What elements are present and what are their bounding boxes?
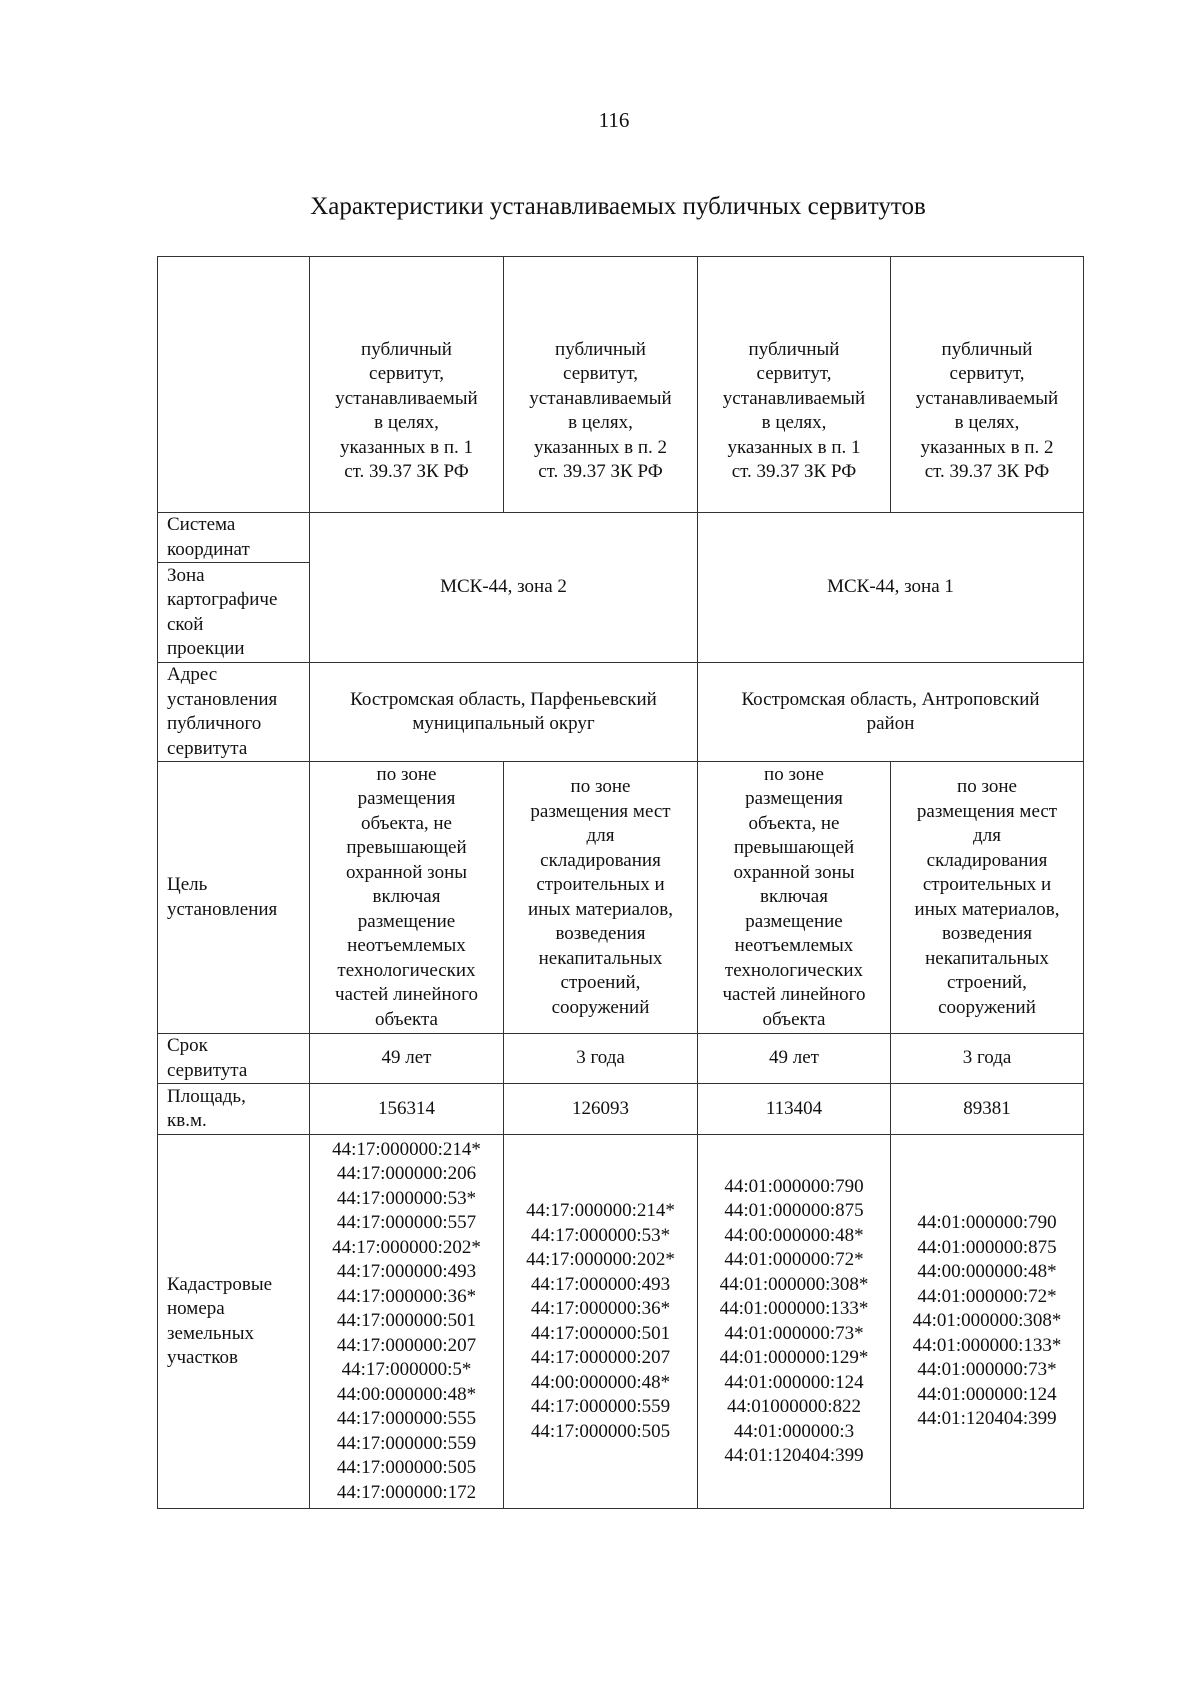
text-line: иных материалов,	[914, 898, 1060, 920]
text-line: сервитута	[167, 737, 248, 759]
address-row	[158, 663, 1084, 762]
text-line: неотъемлемых	[347, 935, 466, 957]
text-line: включая	[760, 886, 828, 908]
term-value-2: 3 года	[504, 1034, 698, 1084]
text-line: размещения	[745, 788, 843, 810]
text-line: 44:01:000000:73*	[917, 1359, 1057, 1381]
text-line: картографиче	[167, 589, 278, 610]
text-line: 44:00:000000:48*	[336, 1383, 477, 1405]
header-column-4	[891, 257, 1084, 513]
text-line: частей линейного	[335, 984, 478, 1006]
text-line: 44:17:000000:501	[530, 1322, 671, 1344]
cadastral-label	[158, 1135, 310, 1509]
text-line: 44:01:000000:875	[917, 1236, 1057, 1258]
text-line: размещение	[745, 910, 843, 932]
text-line: 44:01:000000:124	[724, 1371, 864, 1393]
header-row	[158, 257, 1084, 513]
text-line: Кадастровые	[167, 1273, 273, 1295]
text-line: 44:17:000000:557	[336, 1212, 477, 1234]
text-line: 44:17:000000:172	[336, 1481, 477, 1503]
text-line: сервитут,	[949, 363, 1025, 384]
text-line: 44:17:000000:202*	[332, 1236, 481, 1258]
text-line: 44:17:000000:505	[336, 1457, 477, 1479]
text-line: 44:17:000000:207	[530, 1347, 671, 1368]
term-row	[158, 1034, 1084, 1084]
purpose-value-3	[698, 762, 891, 1034]
area-row	[158, 1084, 1084, 1135]
text-line: сервитут,	[369, 363, 444, 384]
text-line: ст. 39.37 ЗК РФ	[538, 461, 663, 482]
text-line: сервитута	[167, 1059, 248, 1081]
text-line: Адрес	[167, 664, 218, 685]
text-line: объекта, не	[360, 812, 452, 834]
text-line: в целях,	[761, 412, 827, 433]
text-line: объекта, не	[748, 812, 840, 834]
text-line: устанавливаемый	[529, 387, 672, 409]
text-line: 44:00:000000:48*	[724, 1224, 864, 1246]
text-line: размещение	[357, 910, 456, 932]
text-line: ской	[167, 613, 204, 635]
text-line: иных материалов,	[528, 898, 673, 920]
text-line: проекции	[167, 638, 245, 659]
text-line: частей линейного	[722, 984, 866, 1006]
text-line: 44:17:000000:493	[530, 1273, 671, 1295]
text-line: 44:17:000000:501	[336, 1310, 477, 1332]
text-line: координат	[167, 538, 250, 560]
header-empty-cell	[158, 257, 310, 513]
text-line: указанных в п. 2	[920, 436, 1054, 458]
text-line: устанавливаемый	[722, 387, 866, 409]
text-line: 44:01:000000:875	[724, 1200, 864, 1221]
text-line: 44:01:000000:133*	[719, 1298, 869, 1319]
text-line: Костромская область, Парфеньевский	[350, 688, 657, 710]
address-label	[158, 663, 310, 762]
text-line: неотъемлемых	[734, 935, 854, 957]
text-line: по зоне	[376, 763, 437, 785]
purpose-value-1	[310, 762, 504, 1034]
text-line: 44:17:000000:202*	[526, 1249, 675, 1270]
cadastral-value-1	[310, 1135, 504, 1509]
text-line: по зоне	[957, 776, 1017, 797]
text-line: Зона	[167, 564, 205, 586]
text-line: публичный	[361, 338, 452, 360]
text-line: 44:01:000000:133*	[912, 1334, 1062, 1356]
text-line: Костромская область, Антроповский	[741, 688, 1040, 710]
text-line: 44:17:000000:559	[336, 1432, 477, 1454]
purpose-row	[158, 762, 1084, 1034]
area-value-3: 113404	[698, 1084, 891, 1135]
text-line: установления	[167, 688, 278, 710]
coord-system-row	[158, 513, 1084, 563]
purpose-value-4	[891, 762, 1084, 1034]
text-line: 44:17:000000:206	[336, 1163, 477, 1185]
text-line: в целях,	[374, 412, 439, 433]
text-line: по зоне	[570, 776, 631, 797]
text-line: публичный	[748, 338, 840, 360]
header-column-2	[504, 257, 698, 513]
cadastral-value-2	[504, 1135, 698, 1509]
text-line: 44:17:000000:493	[336, 1261, 477, 1283]
text-line: охранной зоны	[345, 861, 468, 883]
text-line: включая	[372, 886, 441, 908]
text-line: публичного	[167, 713, 262, 734]
text-line: размещения мест	[530, 800, 671, 822]
text-line: для	[973, 825, 1001, 846]
text-line: сервитут,	[563, 363, 638, 384]
text-line: земельных	[167, 1322, 254, 1344]
cadastral-value-3	[698, 1135, 891, 1509]
projection-zone-label	[158, 563, 310, 663]
text-line: складирования	[540, 849, 661, 871]
header-column-1	[310, 257, 504, 513]
text-line: строений,	[947, 972, 1027, 993]
text-line: 44:01:000000:790	[917, 1212, 1057, 1234]
area-value-2: 126093	[504, 1084, 698, 1135]
text-line: устанавливаемый	[335, 387, 478, 409]
address-value-group-2	[698, 663, 1084, 762]
text-line: устанавливаемый	[915, 387, 1059, 409]
text-line: 44:17:000000:207	[336, 1334, 477, 1356]
term-value-1: 49 лет	[310, 1034, 504, 1084]
text-line: превышающей	[733, 837, 855, 859]
text-line: строительных и	[536, 874, 665, 895]
text-line: публичный	[941, 338, 1033, 360]
text-line: 44:17:000000:5*	[341, 1359, 472, 1381]
zone-value-group-1: МСК-44, зона 2	[310, 513, 698, 663]
term-value-4: 3 года	[891, 1034, 1084, 1084]
coord-system-label	[158, 513, 310, 563]
zone-value-group-2: МСК-44, зона 1	[698, 513, 1084, 663]
area-value-1: 156314	[310, 1084, 504, 1135]
text-line: технологических	[724, 959, 864, 981]
text-line: по зоне	[764, 763, 824, 785]
text-line: 44:17:000000:214*	[332, 1138, 481, 1160]
text-line: сервитут,	[756, 363, 832, 384]
text-line: возведения	[941, 923, 1033, 944]
text-line: 44:17:000000:53*	[336, 1187, 477, 1209]
term-label	[158, 1034, 310, 1084]
text-line: для	[586, 825, 615, 846]
text-line: 44:01:000000:73*	[724, 1322, 864, 1344]
text-line: 44:01:000000:308*	[719, 1273, 869, 1295]
text-line: 44:17:000000:505	[530, 1420, 671, 1442]
text-line: некапитальных	[538, 947, 663, 969]
document-title: Характеристики устанавливаемых публичных сервитутов	[310, 193, 926, 220]
text-line: Площадь,	[167, 1085, 246, 1107]
address-value-group-1	[310, 663, 698, 762]
text-line: установления	[167, 898, 278, 920]
cadastral-row	[158, 1135, 1084, 1509]
text-line: Система	[167, 514, 236, 535]
servitude-table	[157, 256, 1084, 1509]
text-line: район	[866, 713, 915, 734]
text-line: номера	[167, 1298, 225, 1319]
text-line: технологических	[337, 959, 476, 981]
purpose-value-2	[504, 762, 698, 1034]
text-line: сооружений	[938, 996, 1036, 1018]
text-line: 44:01:120404:399	[917, 1408, 1057, 1430]
header-column-3	[698, 257, 891, 513]
text-line: 44:01:000000:124	[917, 1383, 1057, 1405]
purpose-label	[158, 762, 310, 1034]
text-line: указанных в п. 2	[533, 436, 668, 458]
text-line: 44:01:000000:308*	[912, 1310, 1062, 1332]
text-line: 44:01:000000:3	[733, 1420, 855, 1442]
text-line: ст. 39.37 ЗК РФ	[344, 461, 469, 482]
text-line: размещения мест	[916, 800, 1058, 822]
text-line: участков	[167, 1347, 238, 1368]
text-line: складирования	[926, 849, 1048, 871]
text-line: сооружений	[551, 996, 650, 1018]
text-line: объекта	[762, 1008, 826, 1030]
area-value-4: 89381	[891, 1084, 1084, 1135]
text-line: 44:01:000000:72*	[724, 1249, 864, 1270]
text-line: указанных в п. 1	[727, 436, 861, 458]
text-line: Срок	[167, 1035, 208, 1056]
text-line: кв.м.	[167, 1110, 207, 1131]
text-line: охранной зоны	[733, 861, 855, 883]
text-line: 44:17:000000:214*	[526, 1200, 675, 1221]
cadastral-value-4	[891, 1135, 1084, 1509]
text-line: строений,	[560, 972, 641, 993]
text-line: 44:01:000000:72*	[917, 1285, 1057, 1307]
text-line: ст. 39.37 ЗК РФ	[924, 461, 1050, 482]
text-line: превышающей	[346, 837, 467, 859]
area-label	[158, 1084, 310, 1135]
text-line: в целях,	[568, 412, 633, 433]
text-line: 44:01:000000:129*	[719, 1347, 869, 1368]
text-line: размещения	[357, 788, 456, 810]
text-line: в целях,	[954, 412, 1020, 433]
text-line: 44:17:000000:53*	[530, 1224, 671, 1246]
text-line: муниципальный округ	[412, 713, 595, 734]
text-line: 44:17:000000:559	[530, 1396, 671, 1417]
text-line: 44:01:000000:790	[724, 1175, 864, 1197]
term-value-3: 49 лет	[698, 1034, 891, 1084]
text-line: некапитальных	[925, 947, 1049, 969]
text-line: объекта	[375, 1008, 438, 1030]
text-line: ст. 39.37 ЗК РФ	[731, 461, 857, 482]
text-line: публичный	[555, 338, 646, 360]
page-number: 116	[598, 108, 630, 132]
text-line: 44:00:000000:48*	[917, 1261, 1057, 1283]
text-line: 44:00:000000:48*	[530, 1371, 671, 1393]
text-line: Цель	[167, 874, 208, 895]
text-line: 44:01:120404:399	[724, 1445, 864, 1466]
text-line: 44:17:000000:36*	[530, 1298, 671, 1319]
text-line: указанных в п. 1	[339, 436, 474, 458]
text-line: 44:17:000000:555	[336, 1408, 477, 1430]
text-line: 44:17:000000:36*	[336, 1285, 477, 1307]
text-line: возведения	[555, 923, 646, 944]
text-line: строительных и	[922, 874, 1052, 895]
text-line: 44:01000000:822	[726, 1396, 862, 1417]
